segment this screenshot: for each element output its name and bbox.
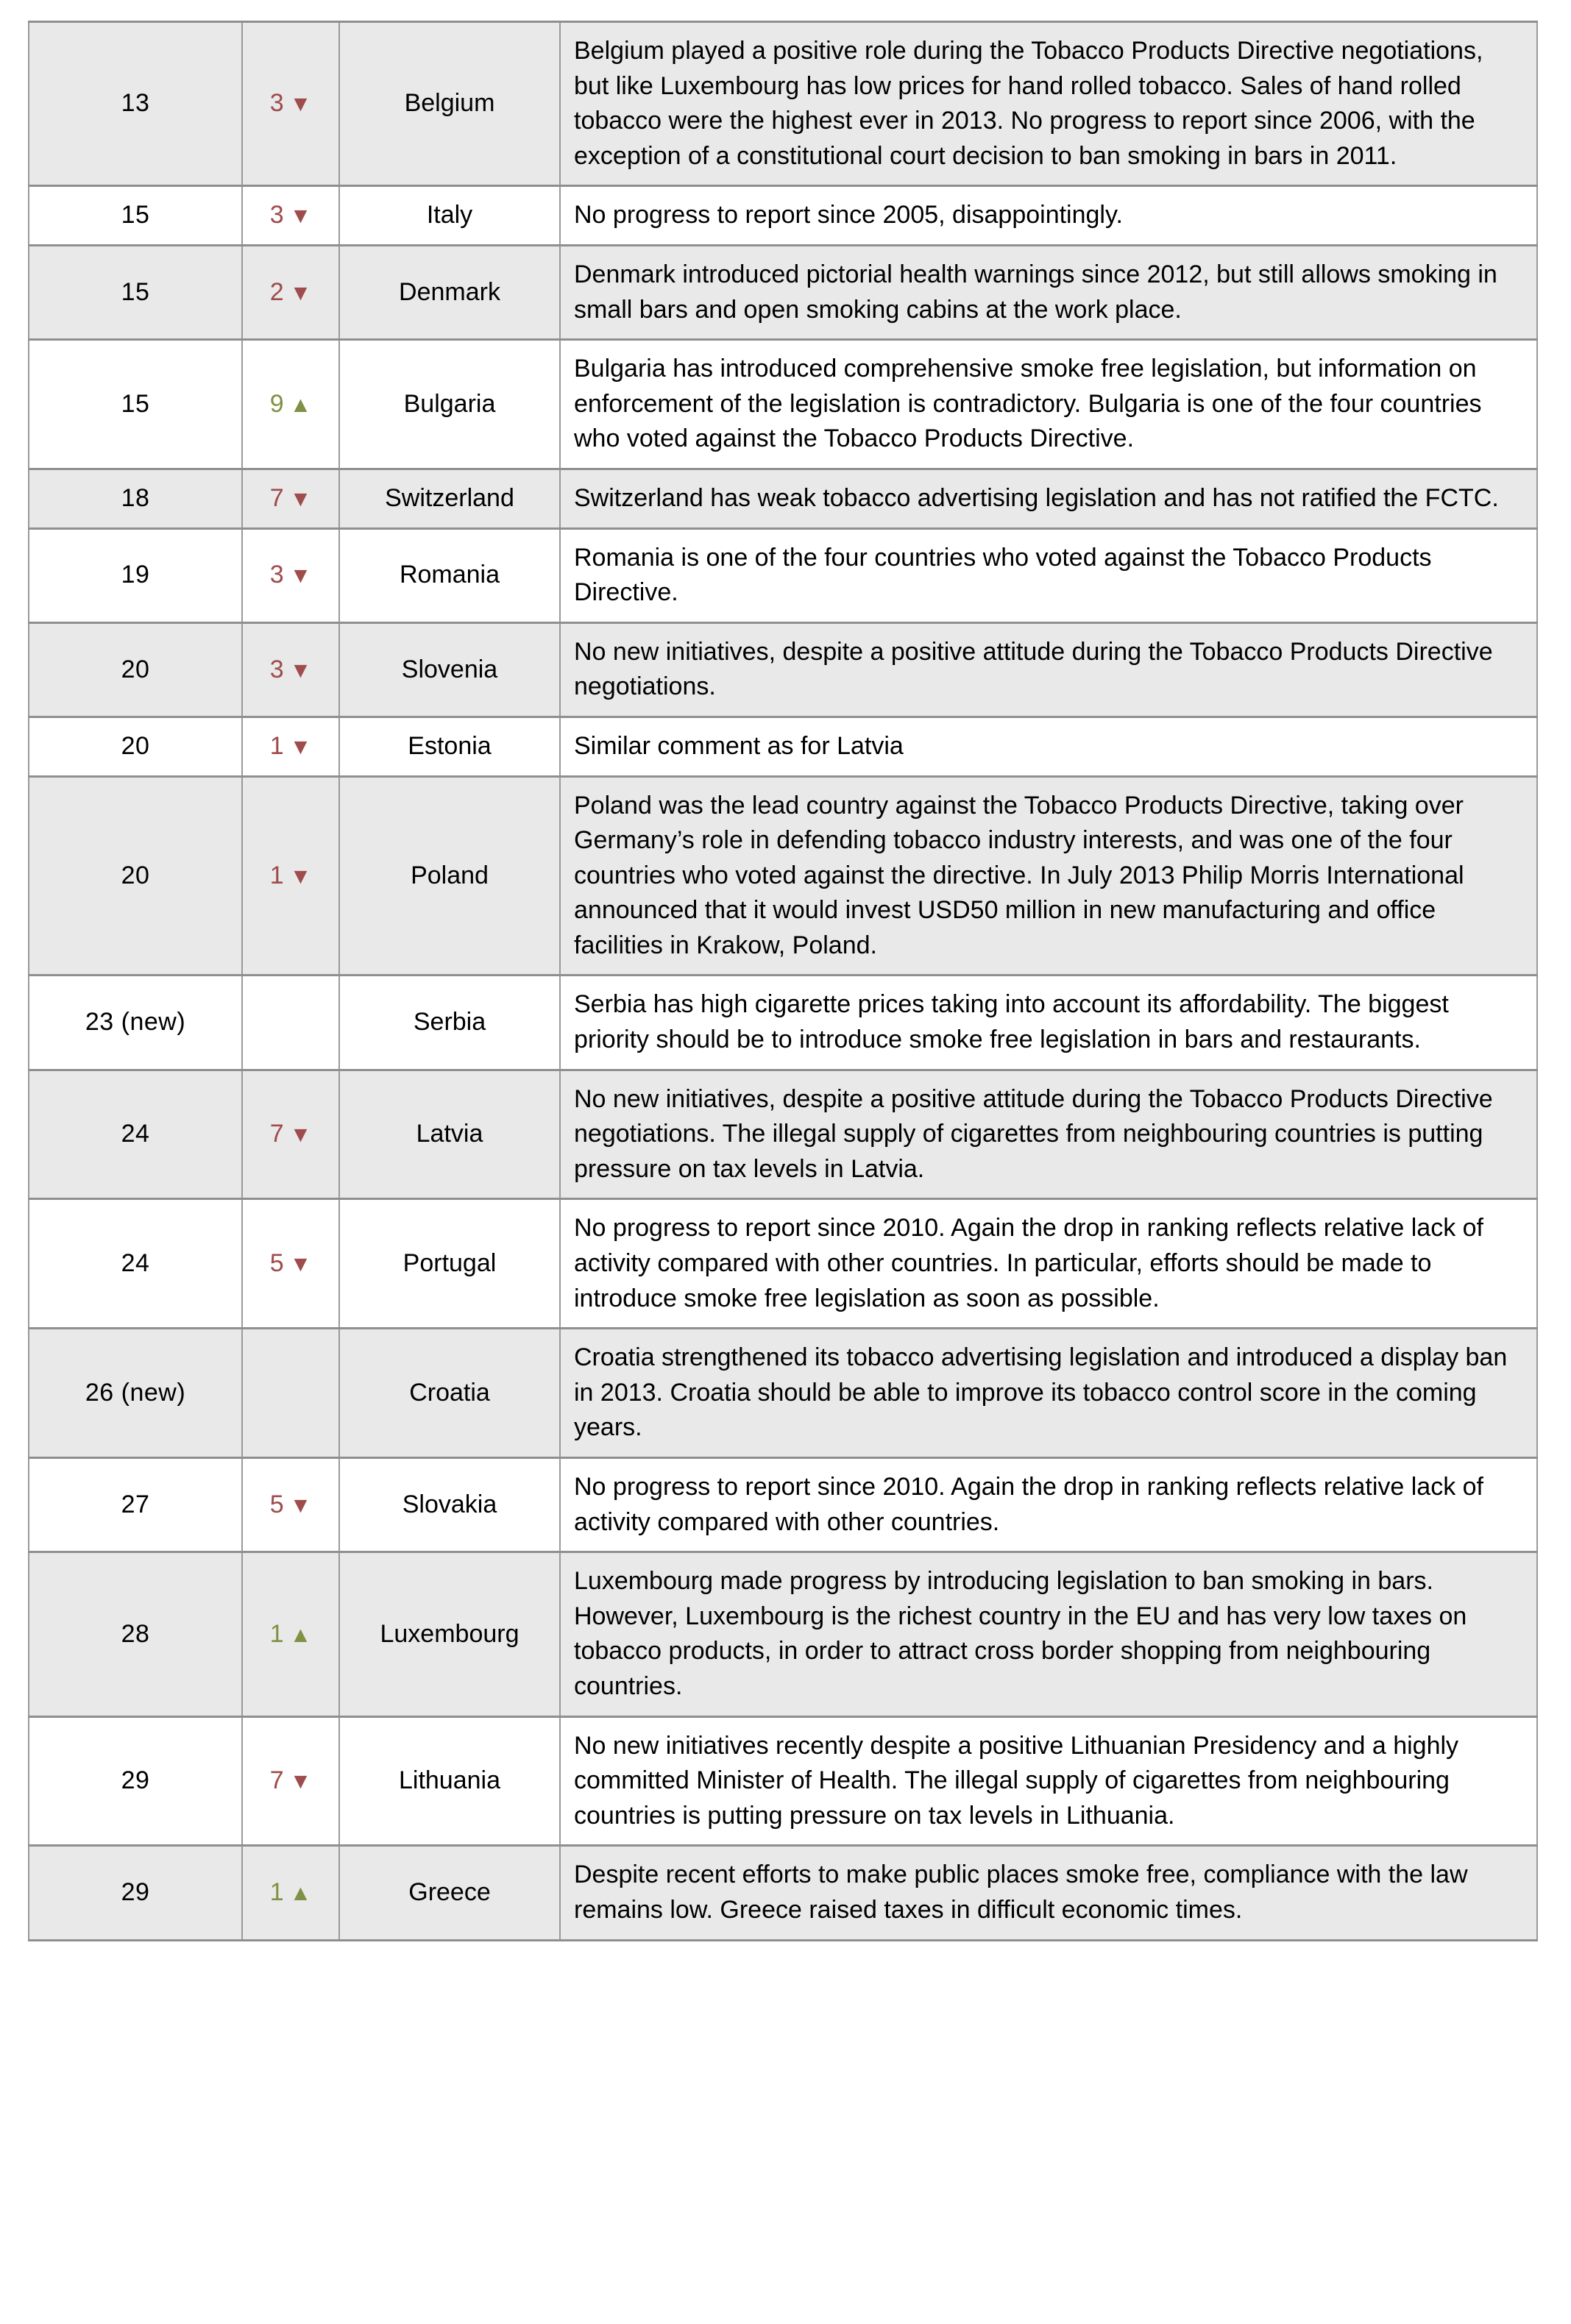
comment-cell: No progress to report since 2010. Again the drop in ranking reflects relative lack of activity compared with other countries. In particular, efforts should be made to introduce smoke free legislation as soon as possible. <box>560 1199 1537 1329</box>
table-row <box>29 976 1537 1070</box>
rank-cell: 27 <box>29 1458 242 1552</box>
change-value: 7 <box>269 1766 284 1795</box>
table-row <box>29 1199 1537 1329</box>
rank-cell: 15 <box>29 186 242 246</box>
country-cell: Romania <box>339 528 560 622</box>
change-value: 3 <box>269 561 284 589</box>
rank-down-arrow-icon: ▼ <box>289 204 312 229</box>
rank-cell: 18 <box>29 469 242 528</box>
change-value: 7 <box>269 483 284 512</box>
table-row <box>29 22 1537 186</box>
change-value: 3 <box>269 89 284 118</box>
change-cell <box>242 528 339 622</box>
table-row <box>29 469 1537 528</box>
change-value: 1 <box>269 861 284 889</box>
country-cell: Poland <box>339 776 560 976</box>
comment-cell: Denmark introduced pictorial health warnings since 2012, but still allows smoking in small bars and open smoking cabins at the work place. <box>560 245 1537 339</box>
table-row <box>29 1552 1537 1716</box>
rank-down-arrow-icon: ▼ <box>289 1769 312 1794</box>
change-cell <box>242 1846 339 1940</box>
comment-cell: Romania is one of the four countries who voted against the Tobacco Products Directive. <box>560 528 1537 622</box>
country-cell: Latvia <box>339 1070 560 1199</box>
rank-cell: 19 <box>29 528 242 622</box>
change-cell <box>242 1458 339 1552</box>
rank-cell: 23 (new) <box>29 976 242 1070</box>
rank-cell: 20 <box>29 717 242 776</box>
country-cell: Greece <box>339 1846 560 1940</box>
country-cell: Italy <box>339 186 560 246</box>
country-cell: Croatia <box>339 1329 560 1458</box>
comment-cell: Bulgaria has introduced comprehensive smoke free legislation, but information on enforcement of the legislation is contradictory. Bulgaria is one of the four countries who voted against the Tobacco Products Directive. <box>560 340 1537 469</box>
change-value: 5 <box>269 1490 284 1518</box>
change-cell <box>242 1552 339 1716</box>
comment-cell: Croatia strengthened its tobacco advertising legislation and introduced a display ban in 2013. Croatia should be able to improve its tobacco control score in the coming years. <box>560 1329 1537 1458</box>
comment-cell: Similar comment as for Latvia <box>560 717 1537 776</box>
rank-down-arrow-icon: ▼ <box>289 1252 312 1277</box>
change-cell <box>242 622 339 717</box>
change-value: 1 <box>269 731 284 760</box>
comment-cell: No new initiatives, despite a positive attitude during the Tobacco Products Directive negotiations. <box>560 622 1537 717</box>
country-cell: Estonia <box>339 717 560 776</box>
change-cell <box>242 186 339 246</box>
comment-cell: Luxembourg made progress by introducing legislation to ban smoking in bars. However, Luxembourg is the richest country in the EU and has very low taxes on tobacco products, in order to attract cross border shopping from neighbouring countries. <box>560 1552 1537 1716</box>
comment-cell: No progress to report since 2005, disappointingly. <box>560 186 1537 246</box>
change-value: 7 <box>269 1120 284 1148</box>
change-cell <box>242 976 339 1070</box>
table-row <box>29 528 1537 622</box>
change-value: 5 <box>269 1249 284 1278</box>
country-cell: Denmark <box>339 245 560 339</box>
country-ranking-table <box>28 21 1538 1941</box>
change-value: 3 <box>269 201 284 230</box>
table-row <box>29 245 1537 339</box>
rank-cell: 28 <box>29 1552 242 1716</box>
table-row <box>29 1716 1537 1846</box>
country-cell: Switzerland <box>339 469 560 528</box>
rank-cell: 13 <box>29 22 242 186</box>
comment-cell: Serbia has high cigarette prices taking into account its affordability. The biggest priority should be to introduce smoke free legislation in bars and restaurants. <box>560 976 1537 1070</box>
ranking-table-body <box>29 22 1537 1941</box>
table-row <box>29 340 1537 469</box>
change-cell <box>242 1329 339 1458</box>
rank-cell: 29 <box>29 1716 242 1846</box>
table-row <box>29 622 1537 717</box>
change-cell <box>242 340 339 469</box>
comment-cell: No new initiatives, despite a positive attitude during the Tobacco Products Directive negotiations. The illegal supply of cigarettes from neighbouring countries is putting pressure on tax levels in Latvia. <box>560 1070 1537 1199</box>
country-cell: Serbia <box>339 976 560 1070</box>
rank-cell: 29 <box>29 1846 242 1940</box>
country-cell: Belgium <box>339 22 560 186</box>
rank-down-arrow-icon: ▼ <box>289 1493 312 1518</box>
table-row <box>29 717 1537 776</box>
change-value: 1 <box>269 1878 284 1907</box>
rank-down-arrow-icon: ▼ <box>289 280 312 305</box>
rank-cell: 20 <box>29 776 242 976</box>
rank-down-arrow-icon: ▼ <box>289 658 312 683</box>
rank-cell: 15 <box>29 245 242 339</box>
country-cell: Lithuania <box>339 1716 560 1846</box>
rank-down-arrow-icon: ▼ <box>289 486 312 511</box>
change-cell <box>242 717 339 776</box>
rank-down-arrow-icon: ▼ <box>289 564 312 589</box>
rank-up-arrow-icon: ▲ <box>289 392 312 417</box>
rank-up-arrow-icon: ▲ <box>289 1881 312 1906</box>
change-cell <box>242 776 339 976</box>
table-row <box>29 1458 1537 1552</box>
rank-down-arrow-icon: ▼ <box>289 1123 312 1148</box>
country-cell: Luxembourg <box>339 1552 560 1716</box>
country-cell: Portugal <box>339 1199 560 1329</box>
change-value: 2 <box>269 277 284 306</box>
change-value: 9 <box>269 389 284 418</box>
table-row <box>29 1070 1537 1199</box>
table-row <box>29 1329 1537 1458</box>
country-cell: Slovakia <box>339 1458 560 1552</box>
change-value: 3 <box>269 655 284 683</box>
country-cell: Bulgaria <box>339 340 560 469</box>
rank-up-arrow-icon: ▲ <box>289 1622 312 1647</box>
rank-down-arrow-icon: ▼ <box>289 734 312 759</box>
comment-cell: Belgium played a positive role during the Tobacco Products Directive negotiations, but like Luxembourg has low prices for hand rolled tobacco. Sales of hand rolled tobacco were the highest ever in 2013. No progress to report since 2006, with the exception of a constitutional court decision to ban smoking in bars in 2011. <box>560 22 1537 186</box>
comment-cell: Despite recent efforts to make public places smoke free, compliance with the law remains low. Greece raised taxes in difficult economic times. <box>560 1846 1537 1940</box>
change-cell <box>242 245 339 339</box>
rank-cell: 15 <box>29 340 242 469</box>
table-row <box>29 776 1537 976</box>
change-cell <box>242 1199 339 1329</box>
change-cell <box>242 1070 339 1199</box>
rank-cell: 24 <box>29 1199 242 1329</box>
rank-cell: 20 <box>29 622 242 717</box>
table-row <box>29 1846 1537 1940</box>
rank-cell: 26 (new) <box>29 1329 242 1458</box>
change-cell <box>242 22 339 186</box>
rank-down-arrow-icon: ▼ <box>289 92 312 117</box>
change-value: 1 <box>269 1619 284 1648</box>
table-row <box>29 186 1537 246</box>
comment-cell: No progress to report since 2010. Again the drop in ranking reflects relative lack of activity compared with other countries. <box>560 1458 1537 1552</box>
comment-cell: No new initiatives recently despite a positive Lithuanian Presidency and a highly committed Minister of Health. The illegal supply of cigarettes from neighbouring countries is putting pressure on tax levels in Lithuania. <box>560 1716 1537 1846</box>
comment-cell: Switzerland has weak tobacco advertising legislation and has not ratified the FCTC. <box>560 469 1537 528</box>
rank-down-arrow-icon: ▼ <box>289 864 312 889</box>
change-cell <box>242 1716 339 1846</box>
comment-cell: Poland was the lead country against the Tobacco Products Directive, taking over Germany’s role in defending tobacco industry interests, and was one of the four countries who voted against the directive. In July 2013 Philip Morris International announced that it would invest USD50 million in new manufacturing and office facilities in Krakow, Poland. <box>560 776 1537 976</box>
change-cell <box>242 469 339 528</box>
rank-cell: 24 <box>29 1070 242 1199</box>
country-cell: Slovenia <box>339 622 560 717</box>
